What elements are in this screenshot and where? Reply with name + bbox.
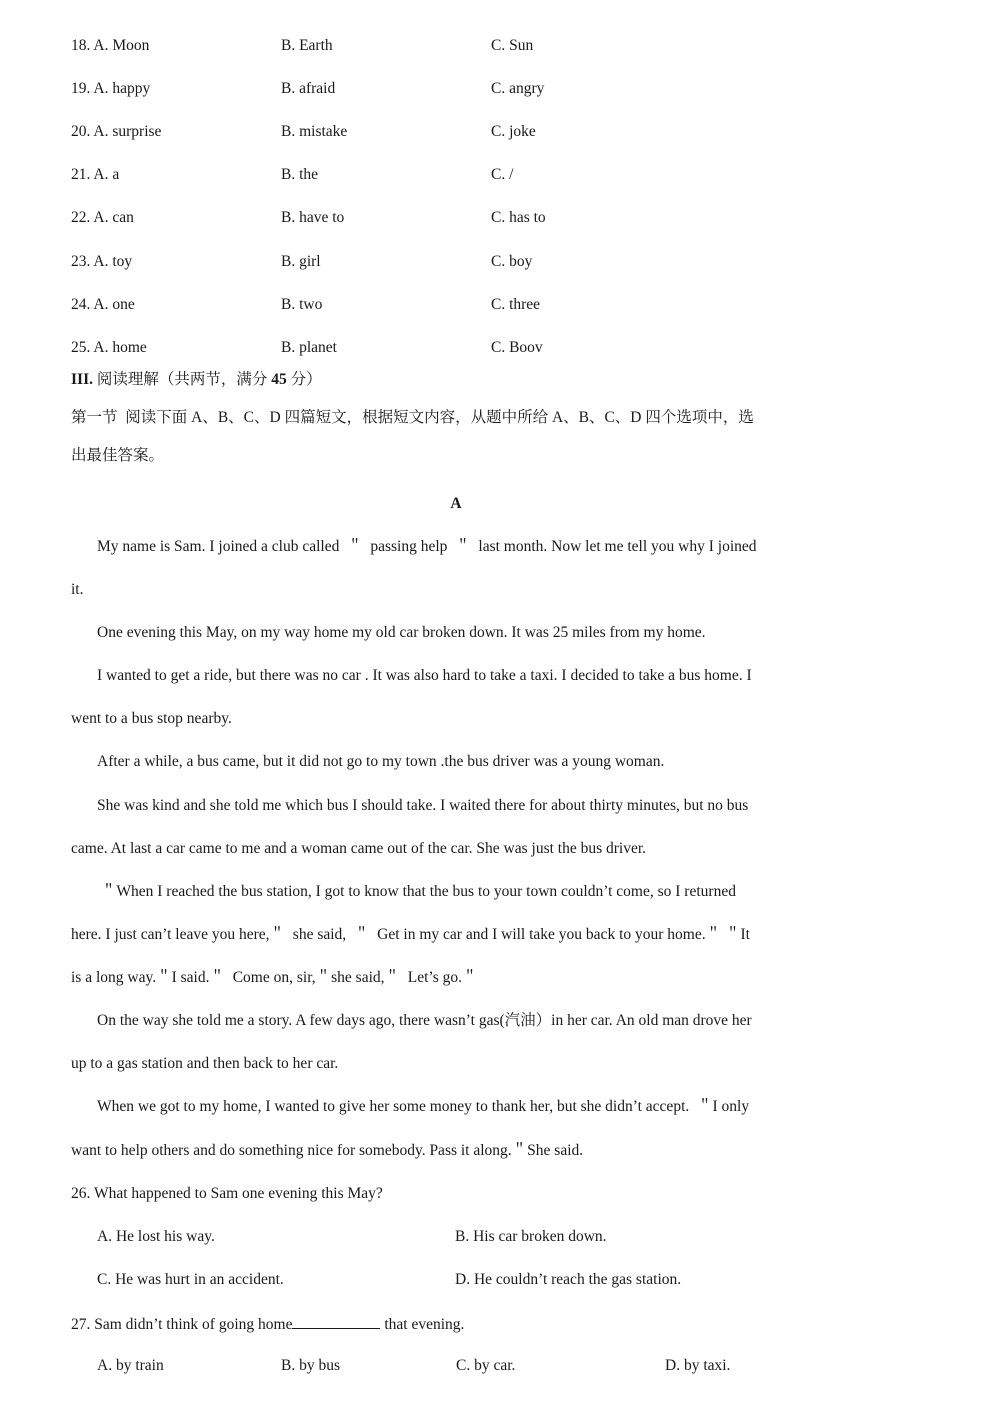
section-instruction-line1: 第一节 阅读下面 A、B、C、D 四篇短文，根据短文内容，从题中所给 A、B、C、D 四个选项中，选 <box>71 409 754 426</box>
option-23-a: 23. A. toy <box>71 253 133 270</box>
question-27-stem-b: that evening. <box>380 1316 465 1333</box>
question-26-option-b: B. His car broken down. <box>455 1228 607 1245</box>
passage-line: came. At last a car came to me and a woman came out of the car. She was just the bus driver. <box>71 840 647 857</box>
question-27-option-c: C. by car. <box>456 1357 516 1374</box>
option-23-c: C. boy <box>491 253 533 270</box>
option-18-c: C. Sun <box>491 37 534 54</box>
passage-line: ＂When I reached the bus station, I got to know that the bus to your town couldn’t come, so I returned <box>97 883 736 900</box>
option-19-c: C. angry <box>491 80 545 97</box>
passage-line: My name is Sam. I joined a club called ＂ passing help ＂ last month. Now let me tell you why I joined <box>97 538 757 555</box>
option-18-b: B. Earth <box>281 37 333 54</box>
section-title-a: 阅读理解（共两节，满分 <box>92 371 272 388</box>
question-26-option-c: C. He was hurt in an accident. <box>97 1271 284 1288</box>
option-22-c: C. has to <box>491 209 546 226</box>
option-25-c: C. Boov <box>491 339 543 356</box>
option-21-b: B. the <box>281 166 319 183</box>
question-26-option-a: A. He lost his way. <box>97 1228 215 1245</box>
option-19-b: B. afraid <box>281 80 336 97</box>
option-20-c: C. joke <box>491 123 536 140</box>
passage-line: is a long way.＂I said.＂ Come on, sir,＂she said,＂ Let’s go.＂ <box>71 969 478 986</box>
option-24-a: 24. A. one <box>71 296 135 313</box>
passage-line: I wanted to get a ride, but there was no car . It was also hard to take a taxi. I decided to take a bus home. I <box>97 667 752 684</box>
question-26-stem: 26. What happened to Sam one evening this May? <box>71 1185 383 1202</box>
passage-line: One evening this May, on my way home my old car broken down. It was 25 miles from my home. <box>97 624 706 641</box>
passage-line: After a while, a bus came, but it did not go to my town .the bus driver was a young woman. <box>97 753 665 770</box>
passage-line: up to a gas station and then back to her car. <box>71 1055 339 1072</box>
question-27-option-a: A. by train <box>97 1357 164 1374</box>
question-27-option-d: D. by taxi. <box>665 1357 731 1374</box>
option-20-a: 20. A. surprise <box>71 123 162 140</box>
passage-line: it. <box>71 581 84 598</box>
option-21-c: C. / <box>491 166 514 183</box>
question-27-stem <box>71 1313 464 1335</box>
option-19-a: 19. A. happy <box>71 80 151 97</box>
option-24-c: C. three <box>491 296 541 313</box>
question-26-option-d: D. He couldn’t reach the gas station. <box>455 1271 682 1288</box>
option-25-b: B. planet <box>281 339 337 356</box>
passage-line: here. I just can’t leave you here,＂ she said, ＂ Get in my car and I will take you back to your home.＂ ＂It <box>71 926 750 943</box>
passage-line: On the way she told me a story. A few days ago, there wasn’t gas(汽油）in her car. An old man drove her <box>97 1012 752 1029</box>
section-heading <box>71 370 322 390</box>
question-27-option-b: B. by bus <box>281 1357 340 1374</box>
option-22-b: B. have to <box>281 209 345 226</box>
option-22-a: 22. A. can <box>71 209 134 226</box>
answer-blank <box>292 1313 380 1329</box>
option-25-a: 25. A. home <box>71 339 147 356</box>
option-20-b: B. mistake <box>281 123 348 140</box>
section-score: 45 <box>271 371 287 388</box>
section-roman: III. <box>71 371 93 388</box>
section-instruction-line2: 出最佳答案。 <box>71 447 165 464</box>
section-title-b: 分） <box>286 371 322 388</box>
option-18-a: 18. A. Moon <box>71 37 150 54</box>
passage-heading: A <box>450 495 462 512</box>
option-23-b: B. girl <box>281 253 321 270</box>
option-24-b: B. two <box>281 296 323 313</box>
passage-line: went to a bus stop nearby. <box>71 710 232 727</box>
option-21-a: 21. A. a <box>71 166 120 183</box>
question-27-stem-a: 27. Sam didn’t think of going home <box>71 1316 293 1333</box>
passage-line: She was kind and she told me which bus I should take. I waited there for about thirty minutes, but no bus <box>97 797 749 814</box>
passage-line: want to help others and do something nice for somebody. Pass it along.＂She said. <box>71 1142 584 1159</box>
passage-line: When we got to my home, I wanted to give her some money to thank her, but she didn’t accept. ＂I only <box>97 1098 750 1115</box>
